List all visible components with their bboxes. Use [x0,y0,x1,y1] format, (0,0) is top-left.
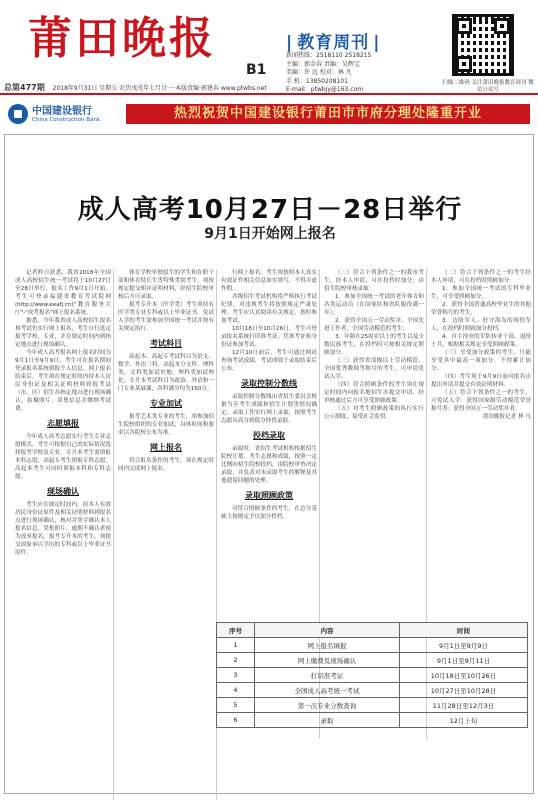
paragraph: （五）符合下列条件之一的考生，可免试入学：获得国家级劳动模范荣誉称号者；获得全国五一劳动奖章者。 [431,390,531,412]
bank-name-en: China Construction Bank [32,116,101,123]
qr-code-icon[interactable] [452,14,514,76]
table-cell: 11月28日至12月3日 [400,698,528,713]
section-heading: 录取控制分数线 [241,379,297,388]
paragraph: （二）符合下列条件之一的考生经本人申请，可在投档时照顾加分： [431,270,531,284]
table-cell: 2 [217,653,255,668]
byline: 莆田晚报记者 林 凡 [482,414,531,420]
headline: 成人高考10月27日－28日举行 [77,195,463,225]
paragraph: 2．获得全国五一劳动奖章、全国先进工作者、全国劳动模范的考生； [324,318,424,332]
banner-slogan: 热烈祝贺中国建设银行莆田市市府分理处隆重开业 [126,104,530,124]
article-column-2 [118,269,214,800]
table-cell: 全国成人高考统一考试 [255,683,400,698]
paragraph: （四）考生须于9月9日前向报名点提出申请并提交有效证明材料。 [431,374,531,388]
table-cell: 9月1日至9月9日 [400,638,528,653]
qr-caption: 扫描二维码 关注莆田晚报教育周刊 微信公众号 [442,80,534,93]
table-cell: 4 [217,683,255,698]
paragraph: 3．年龄在25周岁以上的考生以及少数民族考生，在投档时可按相关规定照顾加分。 [324,334,424,356]
paragraph: 4．自主择业的军队转业干部、退役士兵，根据相关规定享受照顾政策。 [431,334,531,348]
issue-meta [4,82,434,93]
paragraph: 高起本、高起专考试科目为语文、数学、外语三科，高起本分文科、理科类，文科类加试史地，理科类加试理化。专升本考试科目为政治、外语和一门专业基础课，各科满分均为150分。 [118,354,214,392]
bank-mark-icon [8,104,28,124]
section-heading: 考试科目 [150,339,182,348]
masthead [0,0,538,96]
paragraph: （四）符合照顾条件的考生须在规定时间内向报名地招生办提交申请，经审核通过后方可享受照顾政策。 [324,382,424,404]
paragraph: 对符合照顾条件的考生，在总分基础上按规定予以加分投档。 [221,506,317,520]
paragraph: 10月18日至10月26日，考生可登录报名系统打印准考证，凭准考证和身份证参加考试。 [221,326,317,348]
table-cell: 网上报名填报 [255,638,400,653]
paragraph: （三）获得省部级以上劳动模范、全国优秀教师等称号的考生，可申请免试入学。 [324,358,424,380]
section-heading: 投档录取 [253,431,285,440]
table-cell: 6 [217,713,255,728]
paragraph: 录取时，省招生考试机构根据招生院校计划、考生志愿和成绩，按照一定比例向招生院校投档，由院校审查决定录取，并负责对未录取考生的解释及其他遗留问题的处理。 [221,446,317,484]
paragraph: 报考艺术类专业的考生，须参加招生院校组织的专业加试，具体时间和要求以各院校公布为准。 [118,414,214,436]
paragraph: 据悉，今年我省成人高校招生报名和考试仍实行网上报名，考生自行选定报考学校、专业，并在规定时间内到指定地点进行现场确认。 [15,318,111,348]
issue-date-line: 2018年9月31日 星期五 农历戊戌年七月廿一·本版责编·郭建春 www.ptwbs.net [52,85,267,92]
table-cell: 10月27日至10月28日 [400,683,528,698]
column-divider [113,269,114,800]
paragraph: 体育学校单独招生的学生和在职干部和体育特长生等特殊类别考生，须按规定提交相应证明材料，经招生院校审核后方可录取。 [118,270,214,300]
bank-logo [8,104,100,124]
table-header-row [217,623,528,638]
paragraph: （三）享受加分政策的考生，只能享受其中最高一项加分，不得累计加分。 [431,350,531,372]
paragraph: 录取控制分数线由省招生委员会根据当年考生成绩和招生计划等情况确定。录取工作实行网上录取，按照考生志愿从高分到低分择优录取。 [221,394,317,424]
section-heading: 专业加试 [150,399,182,408]
paragraph: 2．获得全国普通高校毕业生的其他荣誉称号的考生。 [431,302,531,316]
paragraph: 1．参加全国统一考试的专科毕业生，可享受照顾加分。 [431,286,531,300]
table-cell: 10月18日至10月26日 [400,668,528,683]
section-heading: 现场确认 [47,487,79,496]
table-cell: 第一次专业分数查询 [255,698,400,713]
table-row [217,683,528,698]
paragraph: 今年成人高考报名网上报名时间为9月1日至9月9日，考生可在报名期间登录报名系统填报个人信息。网上报名结束后，考生须在规定时间内持本人居民身份证及相关证明材料到报考县（市、区）招生办指定地点进行现场确认，拍摄照片、采集信息并缴纳考试费。 [15,350,111,412]
table-row [217,668,528,683]
table-cell: 1 [217,638,255,653]
paragraph: 各级招生考试机构将严格执行考试纪律，对违规考生将按照规定严肃处理。考生应认真阅读有关规定，按时参加考试。 [221,294,317,324]
table-cell: 3 [217,668,255,683]
bank-name: 中国建设银行 [32,105,92,117]
table-cell: 录取 [255,713,400,728]
paragraph: （二）符合下列条件之一的我市考生，经本人申请，可在投档时加分，由招生院校审核录取： [324,270,424,292]
paragraph: 符合报名条件的考生，须在规定时间内完成网上报名。 [118,458,214,472]
paragraph: 行网上报名。考生须按照本人真实有效证件相关信息如实填写，不得弄虚作假。 [221,270,317,292]
table-row [217,713,528,728]
paragraph: 报考专升本（医学类）考生须持有医学类专业专科或以上毕业证书。免试入学的考生需参加全国统一考试并按有关规定执行。 [118,302,214,332]
paragraph: 考生应在规定时间内，持本人有效居民身份证原件及相关证明材料到报名点进行现场确认，核对并签字确认本人报名信息，采集照片。逾期不确认者视为放弃报名。报考专升本的考生，须提交国家承认学历的专科或以上毕业证书原件。 [15,502,111,556]
newspaper-logo: 莆田晚报 [28,13,216,64]
paragraph: （五）对考生照顾政策的执行实行公示制度，接受社会监督。 [324,406,424,420]
editors-block: 新闻热线：2518110 2518215 主编：郭金春 责编：吴辉宝 美编：许 远 校对：林 凡 手 机：13850208101 E-mail：ptwbjy@163.com [286,52,372,93]
table-header-cell: 内容 [255,623,400,638]
ad-banner[interactable] [0,98,538,134]
section-heading: 录取照顾政策 [245,491,293,500]
section-heading: 志愿填报 [47,419,79,428]
table-row [217,638,528,653]
article-column-1 [15,269,111,800]
paragraph: 今年成人高考志愿实行考生专业志愿模式，考生可根据自己的实际情况选择报考学校及专业。专升本考生需填报本科志愿，高起专考生填报专科志愿，高起本考生可同时填报本科和专科志愿。 [15,434,111,480]
table-cell: 网上缴费及现场确认 [255,653,400,668]
table-cell: 打印准考证 [255,668,400,683]
edition-number: B1 [246,62,267,78]
table-header-cell: 序号 [217,623,255,638]
table-cell: 5 [217,698,255,713]
paragraph: 12月10日前后，考生可通过网站查询考试成绩，考试成绩于录取结束后公布。 [221,350,317,372]
subheadline: 9月1日开始网上报名 [204,226,336,242]
table-header-cell: 时间 [400,623,528,638]
issue-number: 总第477期 [4,83,45,92]
table-row [217,698,528,713]
header-rule [0,93,538,95]
paragraph: 1．参加全国统一考试的老年体育和各类运动员（在国家队和省队服役满一年）； [324,294,424,316]
table-row [217,653,528,668]
paragraph: 3．边防军人、驻守海岛的现役军人，在投档时照顾加分投档。 [431,318,531,332]
section-title: | 教育周刊 | [286,28,380,53]
schedule-table [216,622,528,728]
table-cell: 9月1日至9月11日 [400,653,528,668]
table-cell: 12月上旬 [400,713,528,728]
paragraph: 记者昨日获悉，我省2018年全国成人高校招生统一考试将于10月27日至28日举行，报名工作9月1日开始，考生可登录福建省教育考试院网(http://www.eeafj.cn)"教育服务大厅"-"成考报名"网上报名系统。 [15,270,111,316]
section-heading: 网上报名 [150,443,182,452]
